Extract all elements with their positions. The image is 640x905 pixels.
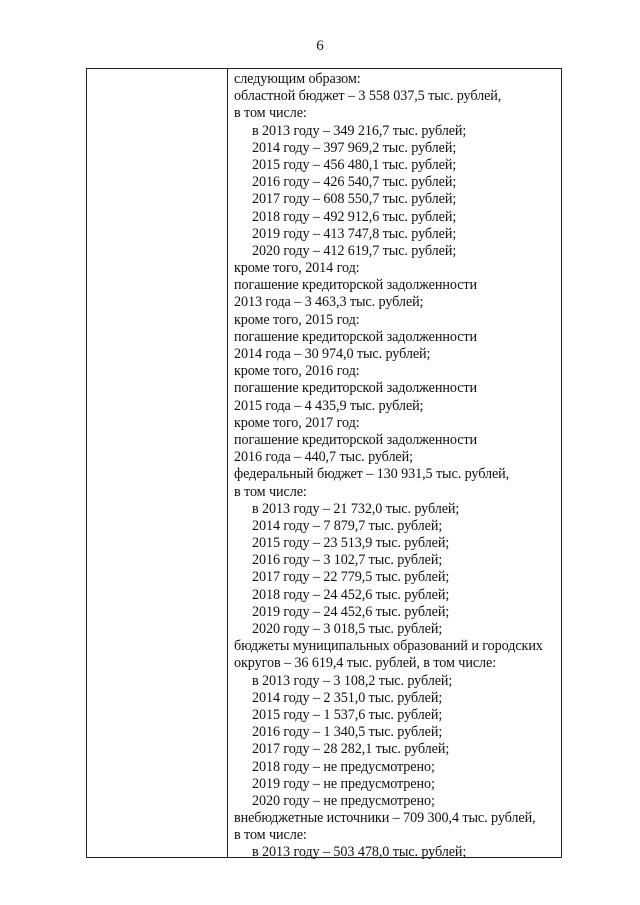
- text-line: 2016 году – 426 540,7 тыс. рублей;: [252, 174, 457, 191]
- text-line: 2016 году – 1 340,5 тыс. рублей;: [252, 724, 443, 741]
- text-line: 2015 года – 4 435,9 тыс. рублей;: [234, 397, 424, 414]
- text-line: бюджеты муниципальных образований и городских: [234, 638, 543, 655]
- text-line: внебюджетные источники – 709 300,4 тыс. рублей,: [234, 810, 536, 827]
- text-line: в том числе:: [234, 827, 307, 844]
- text-line: в том числе:: [234, 105, 307, 122]
- text-line: округов – 36 619,4 тыс. рублей, в том числе:: [234, 655, 497, 672]
- text-line: 2015 году – 456 480,1 тыс. рублей;: [252, 156, 457, 173]
- text-line: в 2013 году – 3 108,2 тыс. рублей;: [252, 672, 453, 689]
- text-line: 2014 году – 2 351,0 тыс. рублей;: [252, 689, 443, 706]
- text-line: кроме того, 2016 год:: [234, 363, 360, 380]
- page-number: 6: [316, 38, 324, 54]
- text-line: 2018 году – не предусмотрено;: [252, 758, 435, 775]
- text-line: 2019 году – 413 747,8 тыс. рублей;: [252, 225, 457, 242]
- text-line: 2020 году – не предусмотрено;: [252, 792, 435, 809]
- funding-table: [86, 68, 562, 861]
- text-line: кроме того, 2014 год:: [234, 260, 360, 277]
- text-line: 2018 году – 24 452,6 тыс. рублей;: [252, 586, 450, 603]
- text-line: 2019 году – 24 452,6 тыс. рублей;: [252, 603, 450, 620]
- text-line: 2014 года – 30 974,0 тыс. рублей;: [234, 346, 431, 362]
- text-line: погашение кредиторской задолженности: [234, 328, 478, 345]
- text-line: 2019 году – не предусмотрено;: [252, 775, 435, 792]
- text-line: кроме того, 2017 год:: [234, 414, 360, 431]
- text-line: 2014 году – 397 969,2 тыс. рублей;: [252, 139, 457, 156]
- text-line: погашение кредиторской задолженности: [234, 431, 478, 448]
- text-line: в 2013 году – 503 478,0 тыс. рублей;: [252, 844, 467, 861]
- text-line: 2015 году – 1 537,6 тыс. рублей;: [252, 706, 443, 723]
- text-line: 2020 году – 412 619,7 тыс. рублей;: [252, 242, 457, 259]
- text-line: следующим образом:: [234, 71, 361, 87]
- text-line: 2017 году – 22 779,5 тыс. рублей;: [252, 569, 450, 586]
- text-line: погашение кредиторской задолженности: [234, 277, 478, 294]
- column-divider: [227, 69, 228, 857]
- text-line: 2015 году – 23 513,9 тыс. рублей;: [252, 535, 450, 552]
- text-line: в 2013 году – 349 216,7 тыс. рублей;: [252, 122, 467, 139]
- text-line: областной бюджет – 3 558 037,5 тыс. рублей,: [234, 88, 502, 105]
- text-line: 2016 году – 3 102,7 тыс. рублей;: [252, 552, 443, 569]
- text-line: кроме того, 2015 год:: [234, 311, 360, 328]
- funding-text-cell: [234, 71, 559, 862]
- text-line: в том числе:: [234, 483, 307, 500]
- text-line: 2017 году – 28 282,1 тыс. рублей;: [252, 741, 450, 758]
- text-line: федеральный бюджет – 130 931,5 тыс. рублей,: [234, 466, 510, 483]
- text-line: 2013 года – 3 463,3 тыс. рублей;: [234, 294, 424, 311]
- text-line: 2020 году – 3 018,5 тыс. рублей;: [252, 621, 443, 637]
- text-line: погашение кредиторской задолженности: [234, 380, 478, 397]
- text-line: 2017 году – 608 550,7 тыс. рублей;: [252, 191, 457, 208]
- text-line: 2014 году – 7 879,7 тыс. рублей;: [252, 517, 443, 534]
- text-line: 2018 году – 492 912,6 тыс. рублей;: [252, 208, 457, 225]
- text-line: в 2013 году – 21 732,0 тыс. рублей;: [252, 500, 460, 517]
- text-line: 2016 года – 440,7 тыс. рублей;: [234, 449, 413, 466]
